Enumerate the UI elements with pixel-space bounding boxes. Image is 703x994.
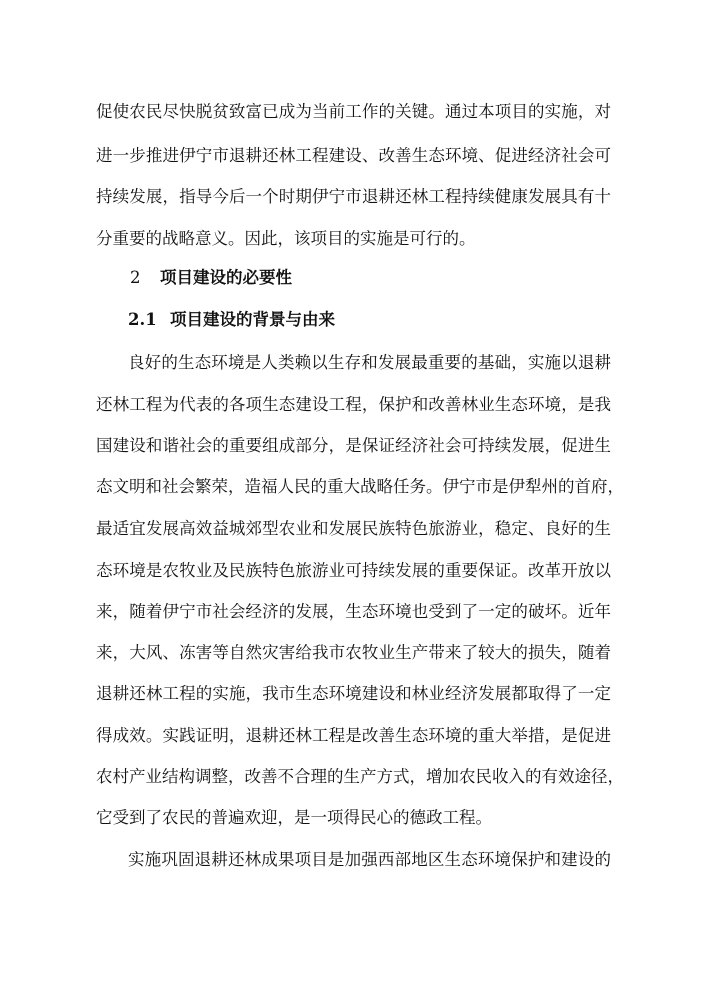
text-line: 良好的生态环境是人类赖以生存和发展最重要的基础，实施以退耕: [128, 353, 611, 372]
section-title: 项目建设的必要性: [160, 268, 292, 287]
text-line: 态环境是农牧业及民族特色旅游业可持续发展的重要保证。改革开放以: [96, 561, 611, 580]
text-line: 国建设和谐社会的重要组成部分，是保证经济社会可持续发展，促进生: [96, 436, 611, 455]
text-line: 农村产业结构调整，改善不合理的生产方式，增加农民收入的有效途径，: [96, 767, 624, 786]
text-line: 退耕还林工程的实施，我市生态环境建设和林业经济发展都取得了一定: [96, 684, 611, 703]
text-line: 来，大风、冻害等自然灾害给我市农牧业生产带来了较大的损失，随着: [96, 643, 611, 662]
text-line: 来，随着伊宁市社会经济的发展，生态环境也受到了一定的破坏。近年: [96, 602, 611, 621]
subsection-title: 项目建设的背景与由来: [170, 310, 335, 329]
text-line: 促使农民尽快脱贫致富已成为当前工作的关键。通过本项目的实施，对: [96, 102, 611, 121]
text-line: 最适宜发展高效益城郊型农业和发展民族特色旅游业，稳定、良好的生: [96, 519, 611, 538]
subsection-number: 2.1: [128, 310, 157, 329]
text-line: 进一步推进伊宁市退耕还林工程建设、改善生态环境、促进经济社会可: [96, 146, 611, 165]
text-line: 得成效。实践证明，退耕还林工程是改善生态环境的重大举措，是促进: [96, 726, 611, 745]
text-line: 分重要的战略意义。因此，该项目的实施是可行的。: [96, 229, 476, 248]
text-line: 态文明和社会繁荣，造福人民的重大战略任务。伊宁市是伊犁州的首府，: [96, 477, 624, 496]
section-number: 2: [130, 268, 141, 287]
text-line: 实施巩固退耕还林成果项目是加强西部地区生态环境保护和建设的: [128, 850, 611, 869]
text-line: 还林工程为代表的各项生态建设工程，保护和改善林业生态环境，是我: [96, 395, 611, 414]
text-line: 它受到了农民的普遍欢迎，是一项得民心的德政工程。: [96, 808, 492, 827]
text-line: 持续发展，指导今后一个时期伊宁市退耕还林工程持续健康发展具有十: [96, 187, 611, 206]
